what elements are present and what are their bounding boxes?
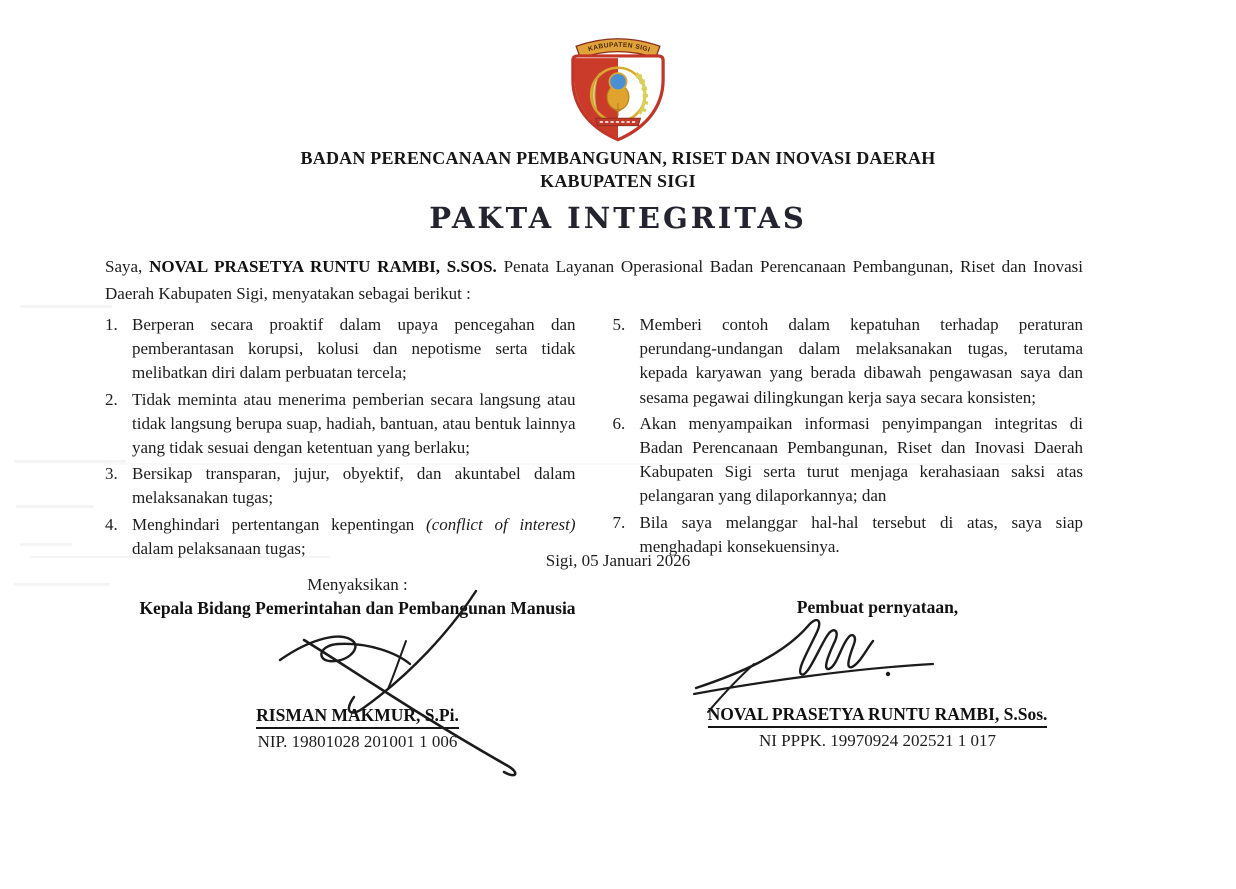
declarant-name: NOVAL PRASETYA RUNTU RAMBI, S.Sos. (708, 703, 1048, 728)
item-number: 7. (612, 512, 626, 532)
witness-name: RISMAN MAKMUR, S.Pi. (256, 704, 459, 729)
declarant-name-inline: NOVAL PRASETYA RUNTU RAMBI, S.SOS. (149, 257, 497, 276)
kabupaten-sigi-seal (564, 28, 672, 144)
seal-globe (609, 73, 626, 90)
scan-artifact (30, 556, 330, 558)
item-text: Bila saya melanggar hal-hal tersebut di atas, saya siap menghadapi konsekuensinya. (639, 512, 1083, 556)
item-text: Memberi contoh dalam kepatuhan terhadap peraturan perundang-undangan dalam melaksanakan tugas, terutama kepada karyawan yang berada dibawah pengawasan saya dan sesama pegawai dilingkungan kerja saya secara konsisten; (639, 315, 1083, 407)
witness-signature-block (110, 574, 605, 755)
list-item (105, 462, 576, 510)
org-header (0, 147, 1236, 193)
scan-artifact (16, 505, 94, 508)
item-text-pre: Menghindari pertentangan kepentingan (132, 514, 427, 534)
item-text: Akan menyampaikan informasi penyimpangan integritas di Badan Perencanaan Pembangunan, Riset dan Inovasi Daerah Kabupaten Sigi serta turut menjaga kerahasiaan saksi atas pelangaran yang dilaporkannya; dan (639, 413, 1083, 506)
seal-banner-text: KABUPATEN SIGI (587, 41, 652, 54)
date-line: Sigi, 05 Januari 2026 (545, 551, 691, 570)
declarant-label: Pembuat pernyataan, (796, 597, 959, 617)
list-item (613, 313, 1084, 410)
intro-prefix: Saya, (105, 257, 150, 276)
item-number: 6. (612, 413, 626, 433)
scan-artifact (14, 583, 110, 586)
declarant-signature-block (655, 595, 1100, 754)
item-number: 1. (105, 315, 118, 334)
seal-icon (564, 28, 672, 144)
item-number: 5. (612, 315, 626, 334)
item-text: Tidak meminta atau menerima pemberian secara langsung atau tidak langsung berupa suap, hadiah, bantuan, atau bentuk lainnya yang tidak sesuai dengan ketentuan yang berlaku; (132, 389, 576, 458)
item-text: Berperan secara proaktif dalam upaya pencegahan dan pemberantasan korupsi, kolusi dan nepotisme serta tidak melibatkan diri dalam perbuatan tercela; (132, 315, 576, 383)
item-number: 4. (105, 514, 118, 534)
item-text-post: dalam pelaksanaan tugas; (132, 538, 306, 558)
scan-artifact (20, 543, 72, 546)
item-number: 2. (105, 389, 118, 409)
witness-nip: NIP. 19801028 201001 1 006 (257, 732, 458, 751)
org-name-line2: KABUPATEN SIGI (540, 171, 696, 191)
list-item (105, 313, 576, 386)
pledge-columns (105, 313, 1083, 563)
item-text-italic: (conflict of interest) (426, 514, 576, 534)
list-item (613, 412, 1084, 509)
document-title: PAKTA INTEGRITAS (429, 201, 807, 235)
item-number: 3. (105, 464, 118, 484)
scan-artifact (105, 463, 1080, 465)
list-item (105, 388, 576, 461)
pledge-column-right (613, 313, 1084, 563)
org-name-line1: BADAN PERENCANAAN PEMBANGUNAN, RISET DAN INOVASI DAERAH (300, 148, 936, 168)
witness-role: Kepala Bidang Pemerintahan dan Pembangunan Manusia (139, 598, 576, 618)
item-text: Bersikap transparan, jujur, obyektif, dan akuntabel dalam melaksanakan tugas; (132, 464, 576, 508)
scan-artifact (20, 305, 112, 308)
pledge-column-left (105, 313, 576, 563)
intro-rest: Penata Layanan Operasional Badan Perencanaan Pembangunan, Riset dan Inovasi Daerah Kabupaten Sigi, menyatakan sebagai berikut : (105, 257, 1084, 303)
opening-statement (105, 253, 1083, 307)
witness-label: Menyaksikan : (307, 575, 408, 594)
declarant-nip: NI PPPK. 19970924 202521 1 017 (758, 731, 997, 750)
